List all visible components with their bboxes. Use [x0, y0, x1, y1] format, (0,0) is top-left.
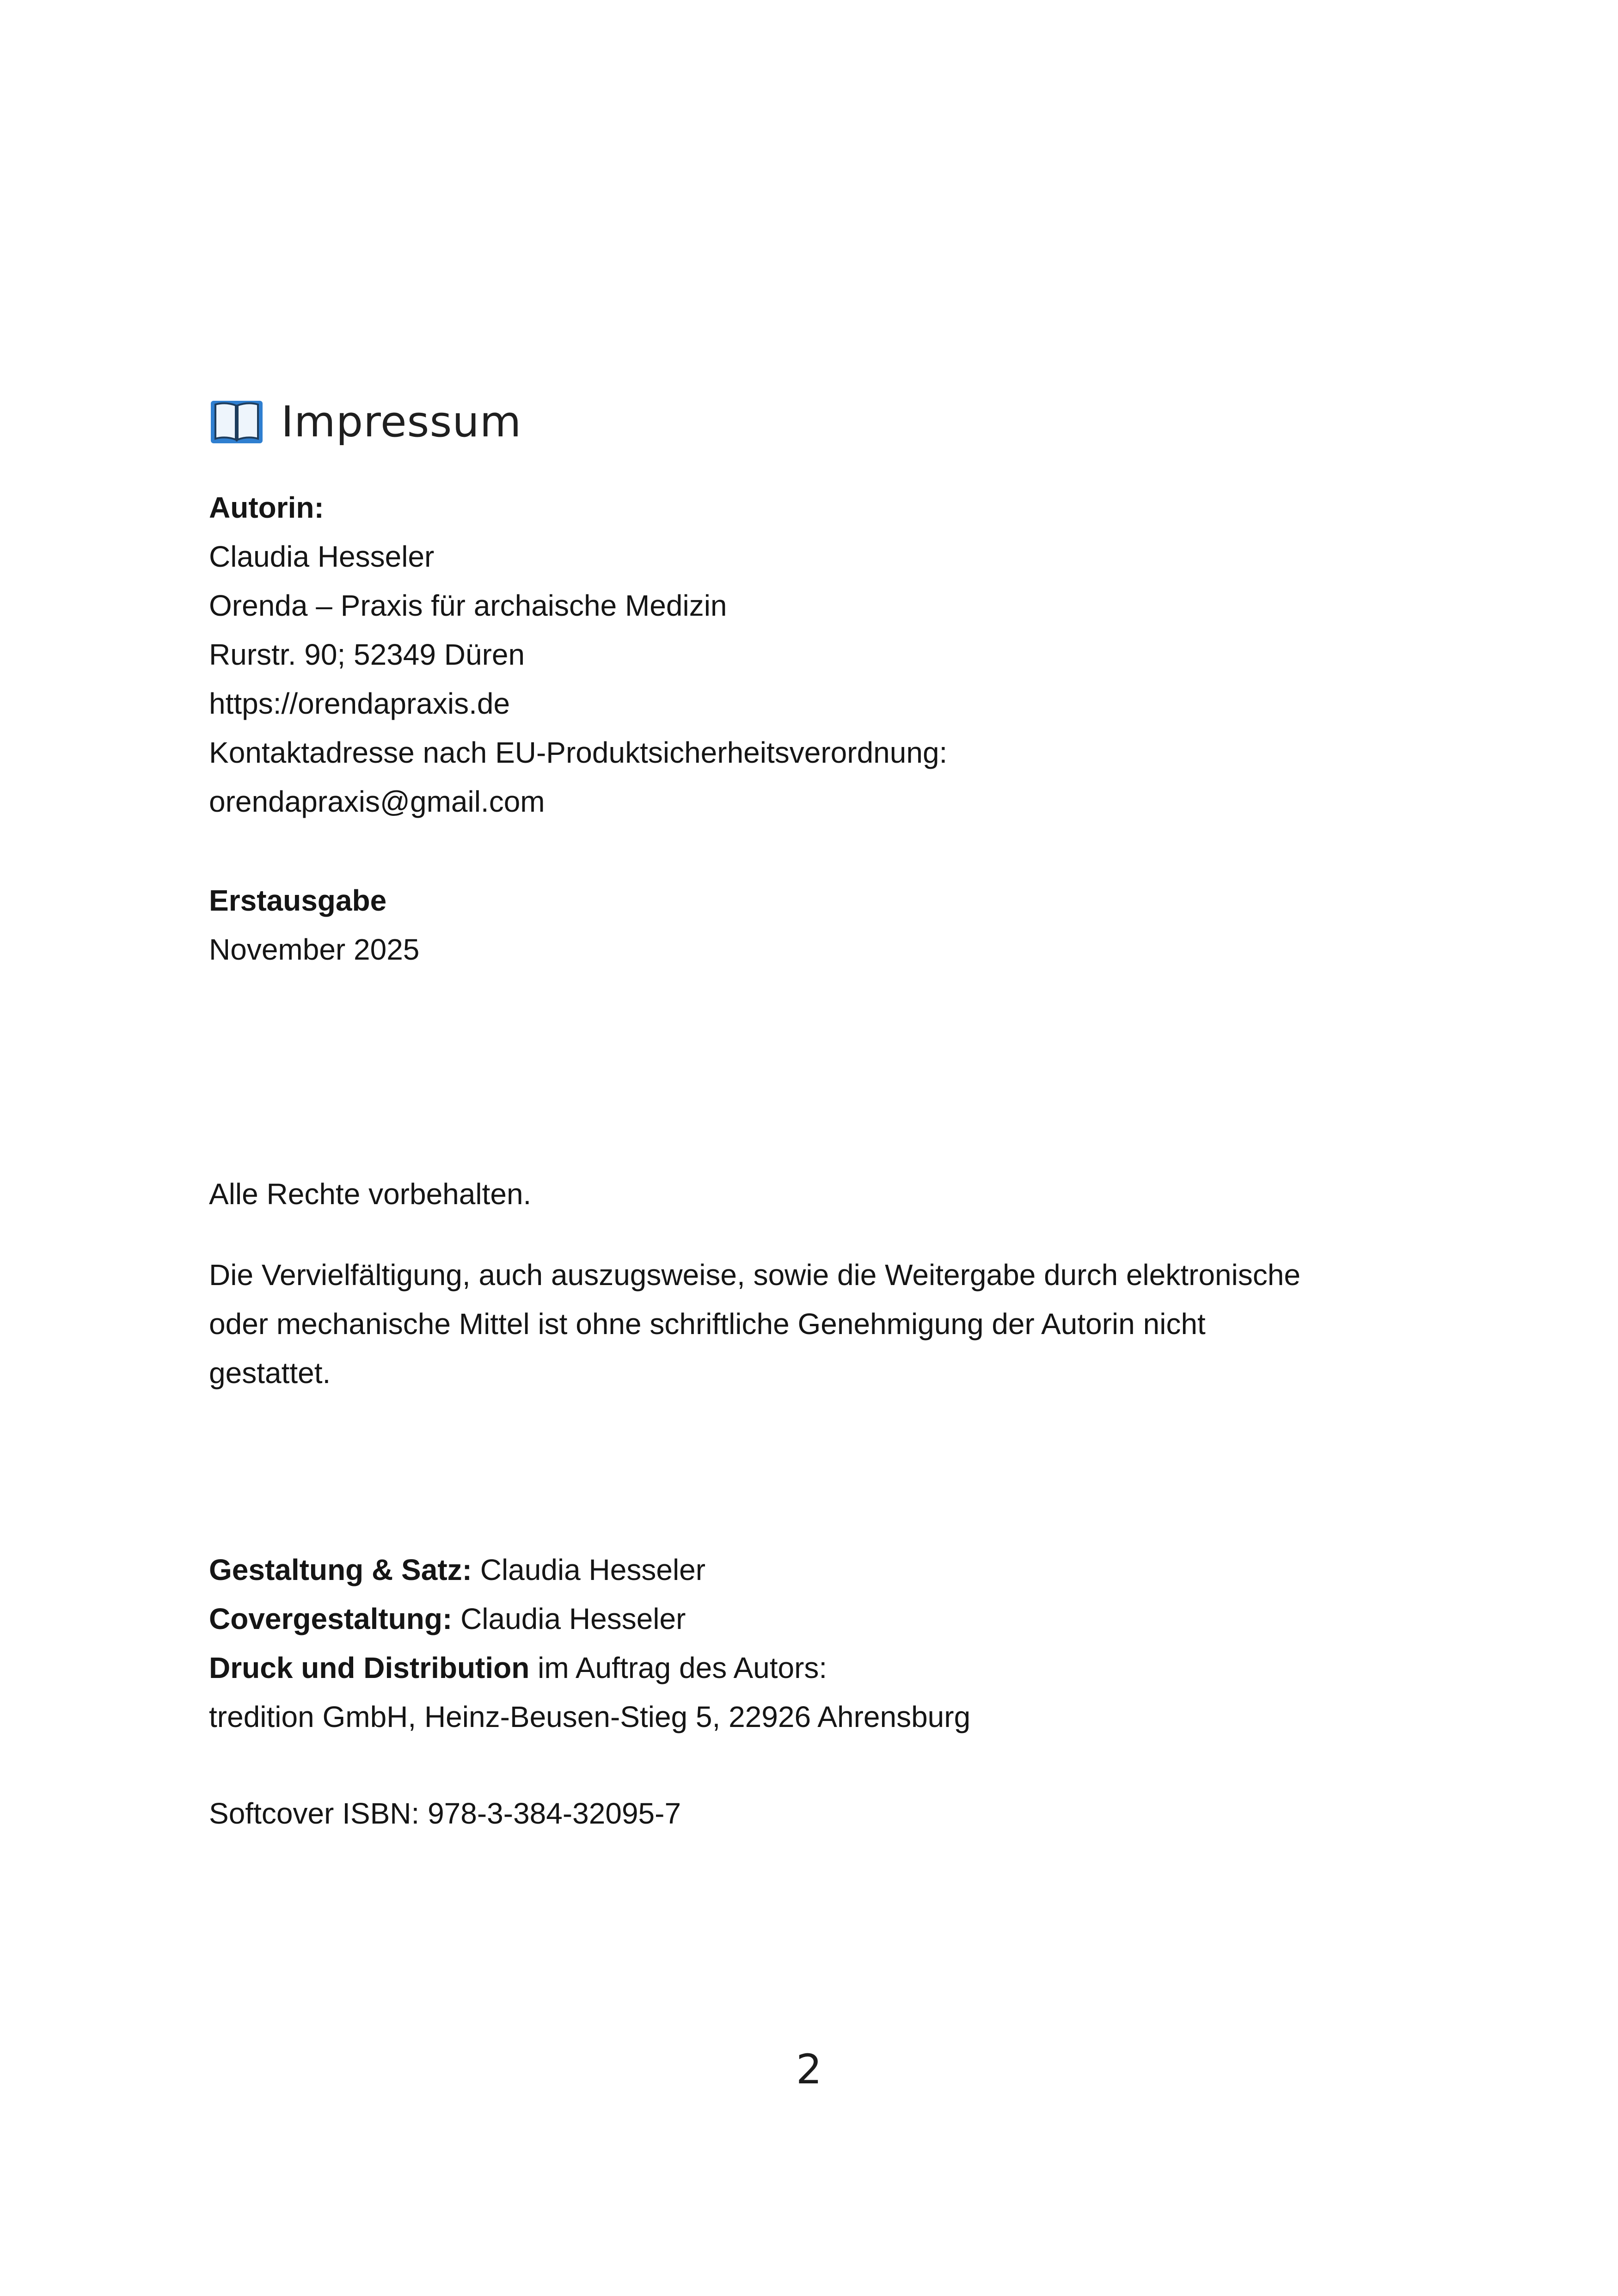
design-credit [209, 1545, 970, 1594]
edition-label: Erstausgabe [209, 884, 387, 917]
open-book-icon [209, 396, 264, 447]
edition-date: November 2025 [209, 933, 420, 966]
print-credit-label: Druck und Distribution [209, 1651, 530, 1684]
cover-credit-value: Claudia Hesseler [452, 1602, 686, 1635]
copyright-notice [209, 1250, 1300, 1397]
publisher-address: tredition GmbH, Heinz-Beusen-Stieg 5, 22926 Ahrensburg [209, 1700, 971, 1733]
contact-label: Kontaktadresse nach EU-Produktsicherheitsverordnung: [209, 736, 948, 769]
rights-reserved-text: Alle Rechte vorbehalten. [209, 1177, 532, 1211]
copyright-notice-line: gestattet. [209, 1356, 331, 1390]
design-credit-value: Claudia Hesseler [472, 1553, 706, 1586]
page-number: 2 [796, 2045, 822, 2093]
cover-credit-label: Covergestaltung: [209, 1602, 453, 1635]
page-title: Impressum [281, 397, 522, 447]
author-block [209, 483, 947, 826]
isbn-text: Softcover ISBN: 978-3-384-32095-7 [209, 1797, 681, 1830]
credits-block [209, 1545, 970, 1741]
cover-credit [209, 1594, 970, 1643]
copyright-notice-line: Die Vervielfältigung, auch auszugsweise, sowie die Weitergabe durch elektronische [209, 1258, 1301, 1292]
copyright-notice-line: oder mechanische Mittel ist ohne schriftliche Genehmigung der Autorin nicht [209, 1307, 1206, 1341]
edition-block [209, 876, 419, 974]
author-label: Autorin: [209, 491, 324, 524]
rights-reserved [209, 1169, 531, 1218]
practice-name: Orenda – Praxis für archaische Medizin [209, 589, 727, 622]
print-credit-value: im Auftrag des Autors: [529, 1651, 827, 1684]
author-name: Claudia Hesseler [209, 540, 435, 573]
impressum-heading [209, 389, 521, 454]
street-address: Rurstr. 90; 52349 Düren [209, 638, 525, 671]
print-credit [209, 1643, 970, 1692]
website-link[interactable]: https://orendapraxis.de [209, 687, 510, 720]
design-credit-label: Gestaltung & Satz: [209, 1553, 472, 1586]
email-link[interactable]: orendapraxis@gmail.com [209, 785, 545, 818]
isbn-block [209, 1789, 681, 1838]
